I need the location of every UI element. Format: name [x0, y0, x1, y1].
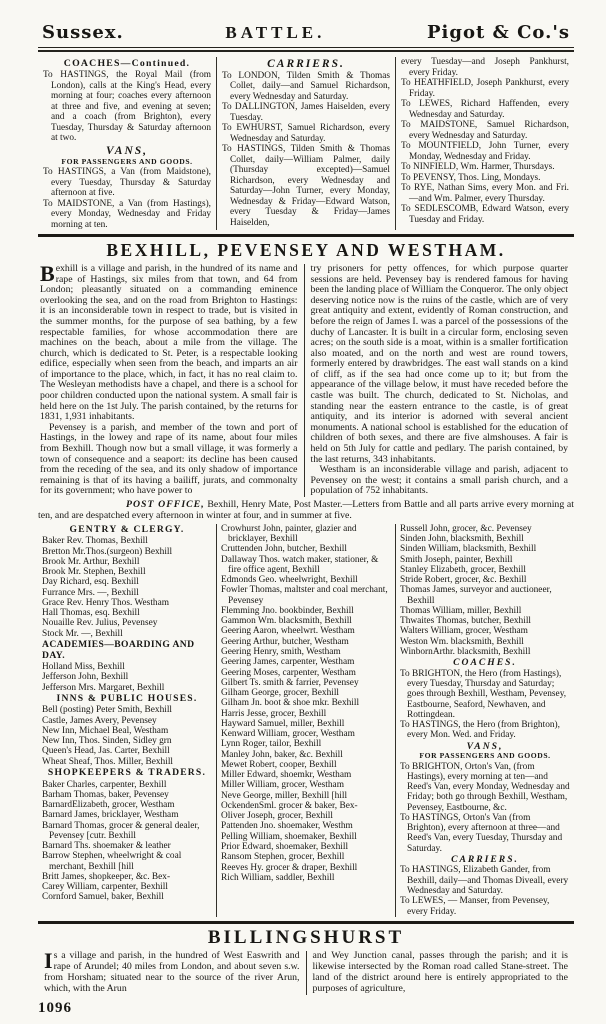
directory-entry: Geering Arthur, butcher, Westham — [221, 636, 349, 647]
header-publisher: Pigot & Co.'s — [427, 22, 570, 43]
directory-entry: To HASTINGS, Tilden Smith & Thomas Collet, daily—William Palmer, daily (Thursday excepted)—Samuel Richardson, every Wednesday and Saturday—John Turner, every Monday, Wednesday & Friday—Edward Watson, every Tuesday & Friday—James Haiselden, — [222, 144, 390, 228]
directory-entry: To NINFIELD, Wm. Harmer, Thursdays. — [401, 162, 555, 172]
directory-entry: To MAIDSTONE, a Van (from Hastings), every Monday, Wednesday and Friday morning at ten. — [43, 198, 211, 230]
directory-entry: Furrance Mrs. —, Bexhill — [42, 587, 139, 598]
directory-entry: Stock Mr. —, Bexhill — [42, 628, 123, 639]
billingshurst-right-column — [306, 951, 575, 995]
directory-entry: Fowler Thomas, maltster and coal merchant, Pevensey — [221, 585, 388, 606]
directory-entry: Hall Thomas, esq. Bexhill — [42, 608, 140, 619]
top-column-2 — [216, 57, 395, 230]
billingshurst-left-column — [38, 947, 306, 995]
directory-entry: Cruttenden John, butcher, Bexhill — [221, 544, 348, 555]
shopkeepers-heading: SHOPKEEPERS & TRADERS. — [47, 767, 207, 779]
directory-entry: Castle, James Avery, Pevensey — [42, 715, 157, 726]
directory-entry: Barnard Ths. shoemaker & leather — [42, 841, 171, 852]
directory-entry: WinbornArthr. blacksmith, Bexhill — [400, 646, 531, 657]
directory-entry: To DALLINGTON, James Haiselden, every Tuesday. — [222, 102, 390, 123]
post-office-label: POST OFFICE, — [126, 498, 205, 510]
header-county: Sussex. — [42, 22, 124, 43]
directory-entry: Brook Mr. Stephen, Bexhill — [42, 567, 146, 578]
gentry-clergy-heading: GENTRY & CLERGY. — [69, 523, 185, 535]
directory-entry: Russell John, grocer, &c. Pevensey — [400, 523, 532, 534]
directory-entry: Wheat Sheaf, Thos. Miller, Bexhill — [42, 756, 174, 767]
directory-entry: Gilham Jn. boot & shoe mkr. Bexhill — [221, 698, 360, 709]
paragraph: and Wey Junction canal, passes through the parish; and it is likewise intersected by the Roman road called Stane-street. The land of the district around here is entirely appropriated to the purposes of agriculture, — [312, 949, 568, 994]
directory-entry: Geering Henry, smith, Westham — [221, 646, 341, 657]
directory-entry: Pattenden Jno. shoemaker, Westhm — [221, 821, 353, 832]
directory-entry: Jefferson John, Bexhill — [42, 672, 129, 683]
directory-column-3 — [395, 524, 574, 917]
directory-entry: Weston Wm. blacksmith, Bexhill — [400, 636, 524, 647]
directory-entry: Baker Charles, carpenter, Bexhill — [42, 779, 167, 790]
directory-entry: Thomas William, miller, Bexhill — [400, 605, 522, 616]
directory-entry: To SEDLESCOMB, Edward Watson, every Tuesday and Friday. — [401, 204, 569, 225]
directory-entry: Harris Jesse, grocer, Bexhill — [221, 708, 327, 719]
top-column-3 — [395, 57, 574, 230]
directory-entry: Edmonds Geo. wheelwright, Bexhill — [221, 575, 358, 586]
directory-entry: every Tuesday—and Joseph Pankhurst, every Friday. — [401, 57, 569, 78]
vans-subheading: FOR PASSENGERS AND GOODS. — [61, 156, 193, 166]
directory-entry: To BRIGHTON, the Hero (from Hastings), every Tuesday, Thursday and Saturday; goes through Bexhill, Westham, Pevensey, Eastbourne, Seaford, Newhaven, and Rottingdean. — [400, 668, 567, 720]
directory-entry: To HASTINGS, Elizabeth Gander, from Bexhill, daily—and Thomas Diveall, every Wednesday and Saturday. — [400, 865, 569, 896]
directory-entry: Brook Mr. Arthur, Bexhill — [42, 556, 140, 567]
directory-entry: Geering James, carpenter, Westham — [221, 657, 355, 668]
directory-entry: Gilbert Ts. smith & farrier, Pevensey — [221, 677, 359, 688]
page-number: 1096 — [38, 999, 72, 1016]
directory-entry: Barnard James, bricklayer, Westham — [42, 810, 179, 821]
paragraph: Westham is an inconsiderable village and parish, adjacent to Pevensey on the west; it contains a small parish church, and a population of 752 inhabitants. — [310, 464, 568, 497]
directory-entry: Neve George, miller, Bexhill [hill — [221, 790, 348, 801]
directory-entry: Queen's Head, Jas. Carter, Bexhill — [42, 746, 170, 757]
directory-entry: Sinden William, blacksmith, Bexhill — [400, 544, 537, 555]
section-divider — [38, 921, 574, 924]
directory-entry: Geering Moses, carpenter, Westham — [221, 667, 356, 678]
directory-entry: New Inn, Thos. Sinden, Sidley grn — [42, 736, 172, 747]
vans-heading: VANS, — [105, 144, 149, 157]
directory-entry: Gammon Wm. blacksmith, Bexhill — [221, 616, 352, 627]
directory-entry: To HEATHFIELD, Joseph Pankhurst, every Friday. — [401, 78, 569, 99]
directory-entry: Geering Aaron, wheelwrt. Westham — [221, 626, 355, 637]
paragraph: Bexhill is a village and parish, in the hundred of its name and rape of Hastings, six miles from that town, and 64 from London; pleasantly situated on a commanding eminence overlooking the sea, and on the road from Brighton to Hastings: it is an inconsiderable town in respect to trade, but is visited in the summer months, for the purpose of sea bathing, by a few respectable families, for whose accommodation there are machines on the beach, about a mile from the village. The church, which is dedicated to St. Peter, is a respectable looking edifice, especially when seen from the beach, and imparts an air of importance to the place, which, in fact, it has no real claim to. The Wesleyan methodists have a chapel, and there is a school for poor children conducted upon the national system. A small fair is held here on the 1st July. The parish contained, by the returns for 1831, 1,931 inhabitants. — [40, 261, 298, 423]
billingshurst-text — [38, 947, 574, 995]
billingshurst-title: BILLINGSHURST — [207, 926, 405, 948]
directory-entry: Walters William, grocer, Westham — [400, 626, 528, 637]
directory-entry: Dallaway Thos. watch maker, stationer, & fire office agent, Bexhill — [221, 554, 379, 575]
directory-entry: Stanley Elizabeth, grocer, Bexhill — [400, 564, 526, 575]
directory-entry: Barnard Thomas, grocer & general dealer, Pevensey [cutr. Bexhill — [42, 820, 200, 841]
directory-entry: To HASTINGS, the Hero (from Brighton), every Mon. Wed. and Friday. — [400, 720, 560, 741]
directory-entry: To LEWES, Richard Haffenden, every Wednesday and Saturday. — [401, 99, 569, 120]
directory-entry: BarnardElizabeth, grocer, Westham — [42, 800, 175, 811]
directory-entry: Sinden John, blacksmith, Bexhill — [400, 534, 524, 545]
directory-entry: Oliver Joseph, grocer, Bexhill — [221, 811, 333, 822]
coaches-continued-heading: COACHES—Continued. — [63, 58, 191, 69]
directory-entry: Stride Robert, grocer, &c. Bexhill — [400, 575, 527, 586]
gazetteer-right-column — [304, 264, 575, 497]
directory-entry: To LONDON, Tilden Smith & Thomas Collet, daily—and Samuel Richardson, every Wednesday and Saturday. — [222, 70, 390, 102]
directory-entry: Hayward Samuel, miller, Bexhill — [221, 718, 345, 729]
directory-entry: To HASTINGS, a Van (from Maidstone), every Tuesday, Thursday & Saturday afternoon at five. — [43, 167, 211, 199]
directory-entry: Pelling William, shoemaker, Bexhill — [221, 831, 357, 842]
directory-entry: To EWHURST, Samuel Richardson, every Wednesday and Saturday. — [222, 123, 390, 144]
directory-entry: Britt James, shopkeeper, &c. Bex- — [42, 871, 171, 882]
directory-entry: Smith Joseph, painter, Bexhill — [400, 554, 513, 565]
header-town: BATTLE. — [225, 23, 326, 42]
directory-entry: Baker Rev. Thomas, Bexhill — [42, 536, 148, 547]
directory-entry: Reeves Hy. grocer & draper, Bexhill — [221, 862, 358, 873]
directory-entry: Barrow Stephen, wheelwright & coal merchant, Bexhill [hill — [42, 851, 182, 872]
directory-entry: OckendenSml. grocer & baker, Bex- — [221, 800, 358, 811]
directory-entry: Grace Rev. Henry Thos. Westham — [42, 597, 169, 608]
directory-entry: Thomas James, surveyor and auctioneer, Bexhill — [400, 585, 552, 606]
post-office-notice — [38, 500, 574, 522]
directory-entry: To LEWES, — Manser, from Pevensey, every Friday. — [400, 896, 550, 917]
directory-entry: Bell (posting) Peter Smith, Bexhill — [42, 705, 173, 716]
top-column-1 — [38, 57, 216, 230]
directory-entry: Barham Thomas, baker, Pevensey — [42, 789, 169, 800]
directory-entry: Prior Edward, shoemaker, Bexhill — [221, 842, 349, 853]
directory-entry: To BRIGHTON, Orton's Van, (from Hastings), every morning at ten—and Reed's Van, every Monday, Wednesday and Friday; both go through Bexhill, Westham, Pevensey, Eastbourne, &c. — [400, 761, 570, 813]
directory-entry: Manley John, baker, &c. Bexhill — [221, 749, 343, 760]
section-title: BEXHILL, PEVENSEY AND WESTHAM. — [106, 240, 506, 261]
directory-entry: Flemming Jno. bookbinder, Bexhill — [221, 605, 354, 616]
directory-entry: Miller William, grocer, Westham — [221, 780, 344, 791]
directory-entry: Jefferson Mrs. Margaret, Bexhill — [42, 682, 165, 693]
directory-entry: Holland Miss, Bexhill — [42, 662, 125, 673]
post-office-text: Bexhill, Henry Mate, Post Master.—Letters from Battle and all parts arrive every morning at ten, and are despatched every afternoon in winter at four, and in summer at five. — [38, 498, 574, 521]
header-divider — [38, 47, 574, 52]
gazetteer-left-column — [38, 261, 304, 497]
directory-entry: Bretton Mr.Thos.(surgeon) Bexhill — [42, 546, 173, 557]
coaches-carriers-section — [38, 57, 574, 230]
directory-entry: To HASTINGS, Orton's Van (from Brighton), every afternoon at three—and Reed's Van, every Tuesday, Thursday and Saturday. — [400, 812, 563, 854]
vans-subheading: FOR PASSENGERS AND GOODS. — [419, 751, 551, 761]
directory-entry: Nouaille Rev. Julius, Pevensey — [42, 618, 158, 629]
directory-entry: Mewet Robert, cooper, Bexhill — [221, 759, 337, 770]
directory-entry: To MAIDSTONE, Samuel Richardson, every Wednesday and Saturday. — [401, 120, 569, 141]
directory-entry: To HASTINGS, the Royal Mail (from London), calls at the King's Head, every morning at four; coaches every afternoon at three and five, and evening at seven; and a coach (from Brighton), every Tuesday, Thursday & Saturday afternoon at two. — [43, 70, 211, 144]
directory-entry: New Inn, Michael Beal, Westham — [42, 725, 169, 736]
vans-heading: VANS, — [466, 740, 504, 752]
carriers-heading: CARRIERS. — [451, 853, 519, 865]
directory-entry: Kenward William, grocer, Westham — [221, 729, 355, 740]
coaches-heading: COACHES. — [453, 657, 517, 669]
trades-directory — [38, 524, 574, 917]
directory-entry: Thwaites Thomas, butcher, Bexhill — [400, 616, 532, 627]
paragraph: Is a village and parish, in the hundred of West Easwrith and rape of Arundel; 40 miles from London, and about seven s.w. from Horsham; situated near to the source of the river Arun, which, with the Arun — [44, 947, 300, 994]
directory-entry: Ransom Stephen, grocer, Bexhill — [221, 852, 345, 863]
directory-column-1 — [38, 524, 216, 917]
directory-entry: Miller Edward, shoemkr, Westham — [221, 770, 352, 781]
gazetteer-text — [38, 261, 574, 497]
running-header — [38, 22, 574, 43]
directory-entry: Day Richard, esq. Bexhill — [42, 577, 139, 588]
directory-entry: Carey William, carpenter, Bexhill — [42, 882, 168, 893]
directory-column-2 — [216, 524, 395, 917]
inns-heading: INNS & PUBLIC HOUSES. — [56, 692, 198, 704]
paragraph: Pevensey is a parish, and member of the town and port of Hastings, in the lowey and rape of its name, about four miles from Bexhill. Though now but a small village, it was formerly a town of consequence and a seaport: its decline has been caused from the receding of the sea, and its only shadow of importance remaining is that of its having a bailiff, jurats, and commonalty for its government; who have power to — [40, 421, 298, 497]
directory-entry: To RYE, Nathan Sims, every Mon. and Fri.—and Wm. Palmer, every Thursday. — [401, 183, 569, 204]
directory-entry: To PEVENSY, Thos. Ling, Mondays. — [401, 172, 541, 183]
directory-entry: To MOUNTFIELD, John Turner, every Monday, Wednesday and Friday. — [401, 141, 569, 162]
directory-entry: Gilham George, grocer, Bexhill — [221, 688, 340, 699]
paragraph: try prisoners for petty offences, for which purpose quarter sessions are held. Pevensey bay is rendered famous for having been the landing place of William the Conqueror. The only object deserving notice now is the ruins of the castle, which are of very great antiquity and extent, evidently of Roman construction, and before the reign of James I. was a parcel of the possessions of the duchy of Lancaster. It is built in a circular form, enclosing seven acres; on the south side is a moat, within is a smaller fortification also moated, and on the north and west are round towers, formerly entered by drawbridges. The east wall stands on a kind of cliff, as if the sea had once come up to it; but from the appearance of the village below, it must have receded before the castle was built. The church, dedicated to St. Nicholas, and standing near the eastern entrance to the castle, is of great antiquity, and its interior is adorned with several ancient monuments. A national school is established for the education of children of both sexes, and there are five almshouses. A fair is held on 5th July for cattle and pedlary. The parish contained, by the last returns, 343 inhabitants. — [310, 263, 568, 465]
directory-entry: Crowhurst John, painter, glazier and bricklayer, Bexhill — [221, 523, 357, 545]
directory-entry: Rich William, saddler, Bexhill — [221, 872, 335, 883]
academies-heading: ACADEMIES—BOARDING AND DAY. — [42, 638, 195, 661]
carriers-heading: CARRIERS. — [267, 58, 345, 70]
directory-entry: Cornford Samuel, baker, Bexhill — [42, 892, 164, 903]
section-divider — [38, 234, 574, 237]
directory-entry: Lynn Roger, tailor, Bexhill — [221, 739, 322, 750]
